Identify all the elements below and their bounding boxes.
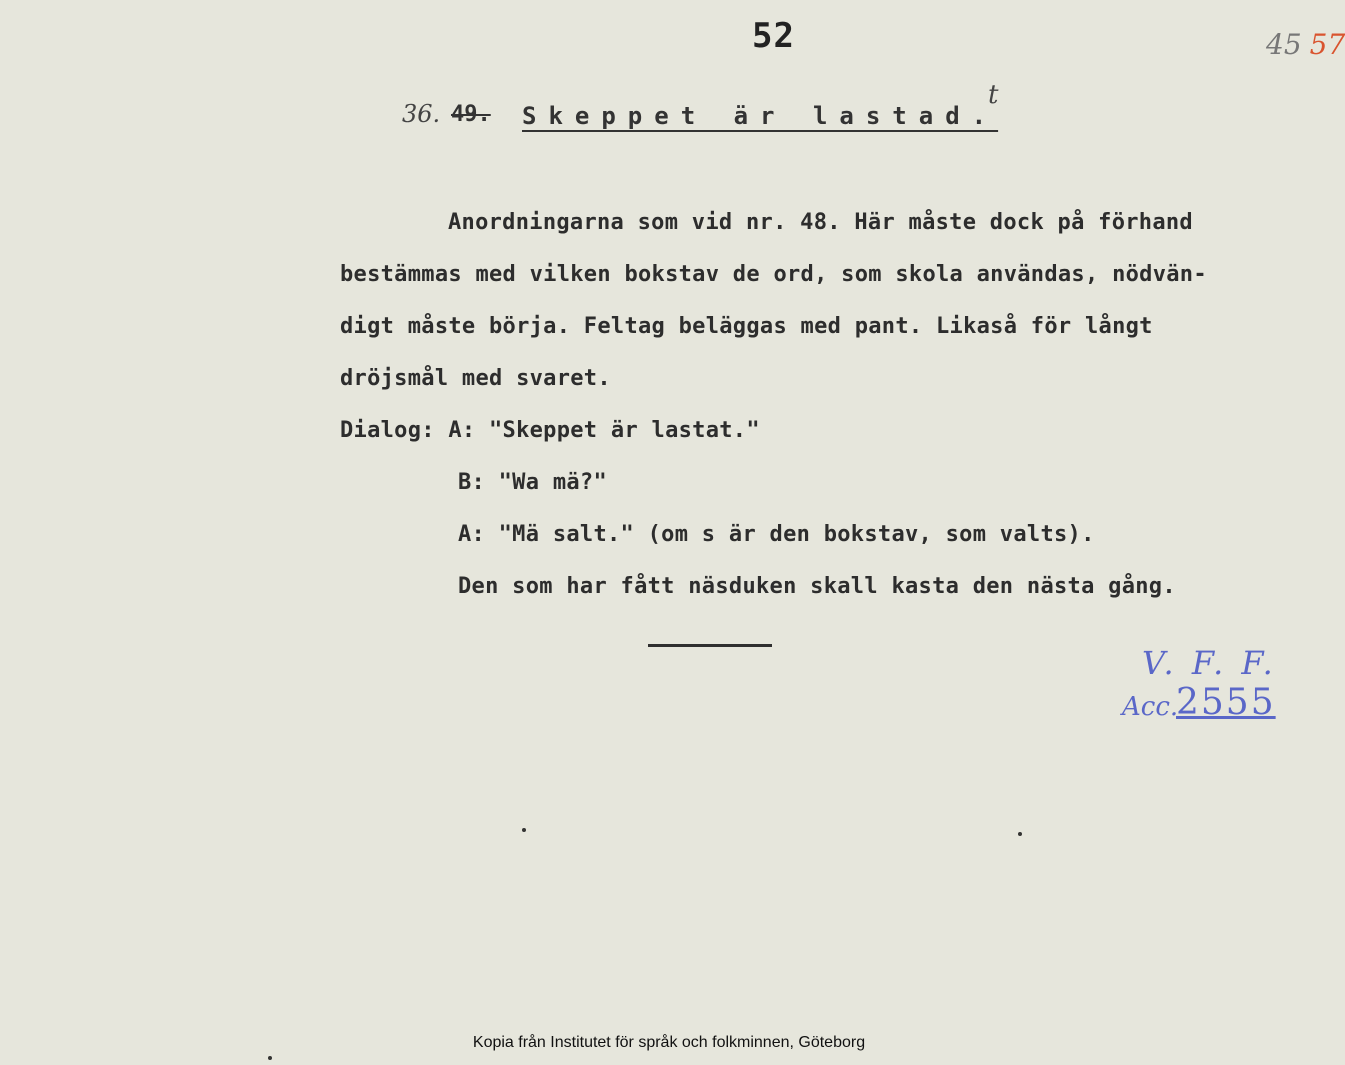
handwritten-correction: t (988, 80, 999, 110)
title-row (402, 80, 1062, 142)
dialog-line: B: "Wa mä?" (458, 470, 607, 495)
document-title: Skeppet är lastad. (522, 102, 999, 130)
paper-speck (268, 1056, 272, 1060)
stamp-initials: V. F. F. (1142, 644, 1277, 682)
paper-speck (522, 828, 526, 832)
dialog-line: A: "Mä salt." (om s är den bokstav, som valts). (458, 522, 1095, 547)
handwritten-archive-number (1266, 28, 1345, 61)
dialog-line: Dialog: A: "Skeppet är lastat." (340, 418, 760, 443)
stamp-number: 2555 (1176, 682, 1276, 723)
handwritten-number-gray: 45 (1266, 28, 1302, 61)
copy-footer: Kopia från Institutet för språk och folkminnen, Göteborg (472, 1034, 866, 1051)
paper-speck (1018, 832, 1022, 836)
archive-stamp (1118, 644, 1288, 740)
section-divider (648, 644, 772, 647)
body-line: digt måste börja. Feltag beläggas med pant. Likaså för långt (340, 314, 1153, 339)
body-line: dröjsmål med svaret. (340, 366, 611, 391)
handwritten-item-number: 36. (402, 100, 441, 128)
stamp-acc-label: Acc. (1122, 692, 1179, 722)
handwritten-number-red: 57 (1309, 28, 1345, 61)
body-line: bestämmas med vilken bokstav de ord, som skola användas, nödvän- (340, 262, 1207, 287)
page-number: 52 (752, 16, 795, 56)
body-line: Anordningarna som vid nr. 48. Här måste dock på förhand (448, 210, 1193, 235)
struck-item-number: 49. (451, 102, 491, 127)
body-line: Den som har fått näsduken skall kasta den nästa gång. (458, 574, 1176, 599)
